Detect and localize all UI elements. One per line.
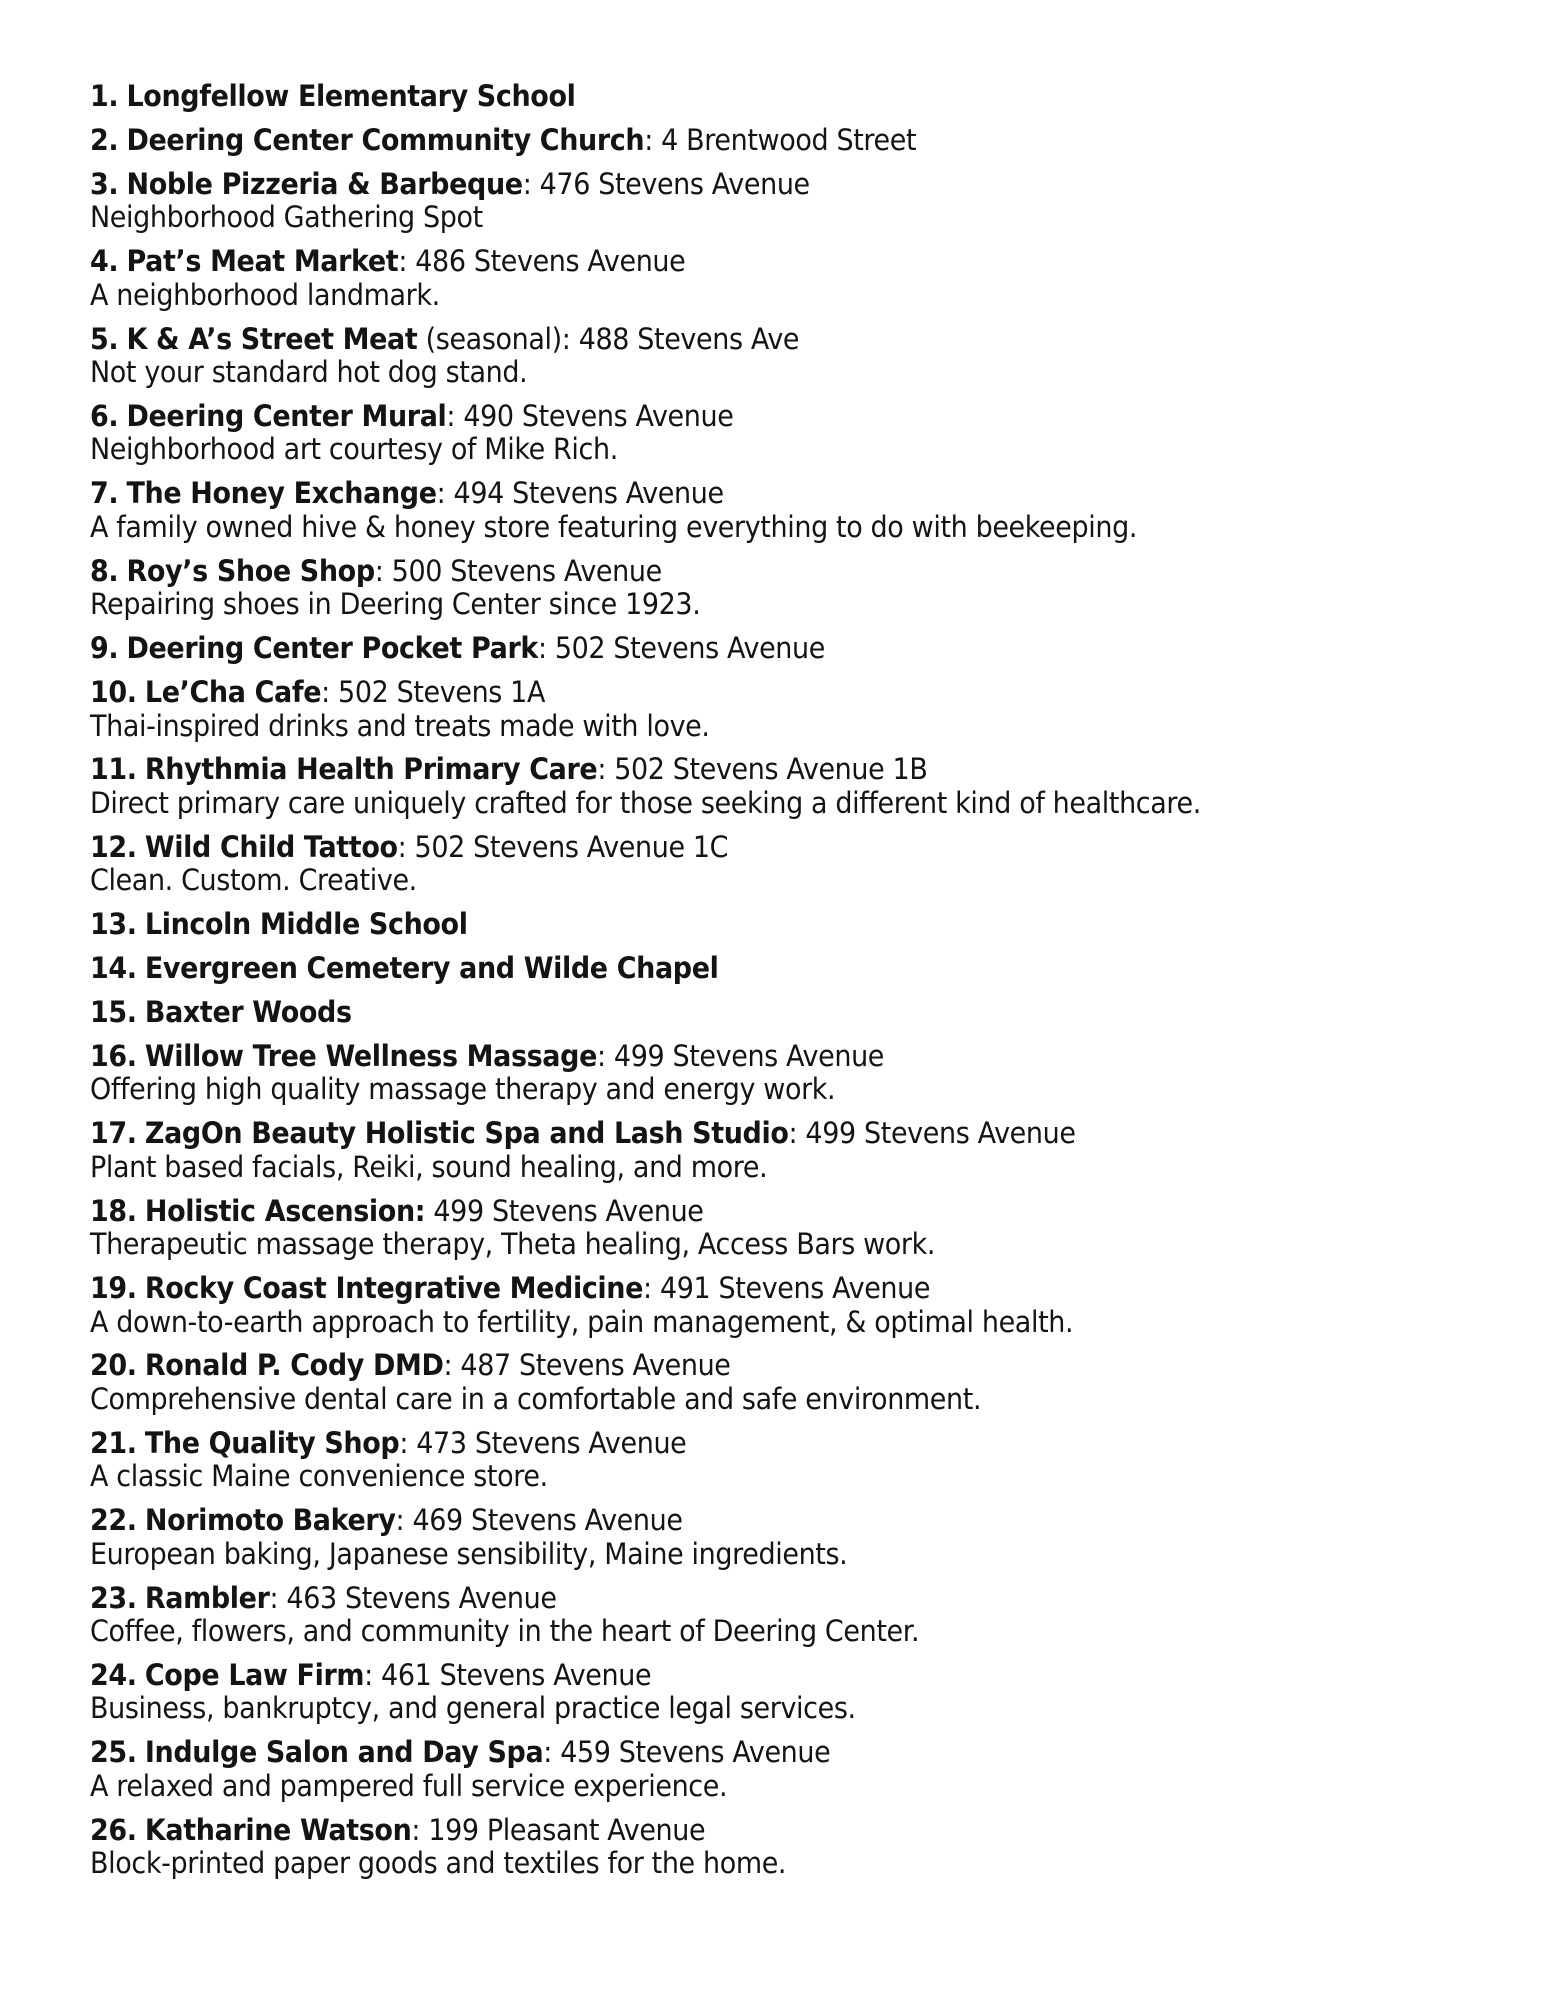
- list-item: [90, 676, 1392, 743]
- item-number: 21.: [90, 1425, 137, 1460]
- item-description: Coffee, flowers, and community in the heart of Deering Center.: [90, 1614, 920, 1649]
- item-address: : 488 Stevens Ave: [561, 321, 800, 356]
- list-item: [90, 477, 1392, 544]
- item-number: 22.: [90, 1503, 137, 1538]
- item-description: Offering high quality massage therapy and energy work.: [90, 1072, 836, 1107]
- list-item: [90, 1040, 1392, 1107]
- item-description: Neighborhood Gathering Spot: [90, 200, 483, 235]
- list-item: [90, 400, 1392, 467]
- item-address: : 473 Stevens Avenue: [399, 1425, 687, 1460]
- list-item: [90, 1427, 1392, 1494]
- list-item: [90, 831, 1392, 898]
- item-number: 3.: [90, 166, 119, 201]
- item-description: Plant based facials, Reiki, sound healing, and more.: [90, 1149, 768, 1184]
- item-description: A classic Maine convenience store.: [90, 1459, 548, 1494]
- item-description: Direct primary care uniquely crafted for those seeking a different kind of healthcare.: [90, 785, 1201, 820]
- item-address: : 490 Stevens Avenue: [446, 398, 734, 433]
- item-description: Therapeutic massage therapy, Theta healing, Access Bars work.: [90, 1227, 936, 1262]
- list-item: [90, 1659, 1392, 1726]
- item-address: : 461 Stevens Avenue: [364, 1657, 652, 1692]
- list-item: [90, 124, 1392, 158]
- item-number: 1.: [90, 79, 119, 113]
- item-name: Noble Pizzeria & Barbeque: [126, 166, 523, 201]
- item-number: 24.: [90, 1657, 137, 1692]
- item-address: : 491 Stevens Avenue: [643, 1271, 931, 1306]
- item-number: 20.: [90, 1348, 137, 1383]
- item-number: 14.: [90, 951, 137, 986]
- item-description: Block-printed paper goods and textiles for the home.: [90, 1846, 787, 1881]
- item-description: Business, bankruptcy, and general practice legal services.: [90, 1691, 856, 1726]
- list-item: [90, 1349, 1392, 1416]
- item-description: Not your standard hot dog stand.: [90, 355, 528, 390]
- item-name: Pat’s Meat Market: [126, 244, 399, 279]
- item-name: Baxter Woods: [144, 994, 352, 1029]
- list-item: [90, 952, 1392, 986]
- list-item: [90, 1814, 1392, 1881]
- item-number: 15.: [90, 994, 137, 1029]
- list-item: [90, 1736, 1392, 1803]
- item-number: 6.: [90, 398, 119, 433]
- item-name: Katharine Watson: [144, 1812, 412, 1847]
- item-address: : 4 Brentwood Street: [644, 122, 917, 157]
- item-number: 17.: [90, 1116, 137, 1151]
- item-address: : 502 Stevens 1A: [321, 675, 546, 710]
- item-address: 499 Stevens Avenue: [425, 1193, 704, 1228]
- item-address: : 499 Stevens Avenue: [788, 1116, 1076, 1151]
- item-name: Rhythmia Health Primary Care: [144, 752, 598, 787]
- item-number: 10.: [90, 675, 137, 710]
- item-number: 9.: [90, 631, 119, 666]
- item-number: 18.: [90, 1193, 137, 1228]
- item-address: : 486 Stevens Avenue: [398, 244, 686, 279]
- item-address: : 463 Stevens Avenue: [269, 1580, 557, 1615]
- item-name: Rambler: [144, 1580, 270, 1615]
- item-number: 25.: [90, 1735, 137, 1770]
- item-number: 23.: [90, 1580, 137, 1615]
- list-item: [90, 555, 1392, 622]
- item-address: : 494 Stevens Avenue: [436, 476, 724, 511]
- item-number: 16.: [90, 1038, 137, 1073]
- item-name: Deering Center Pocket Park: [126, 631, 538, 666]
- item-address: : 502 Stevens Avenue 1C: [397, 829, 729, 864]
- item-description: Thai-inspired drinks and treats made with love.: [90, 708, 710, 743]
- list-item: [90, 245, 1392, 312]
- list-item: [90, 80, 1392, 114]
- item-address: : 502 Stevens Avenue 1B: [597, 752, 928, 787]
- item-address: : 487 Stevens Avenue: [443, 1348, 731, 1383]
- item-name: Norimoto Bakery: [144, 1503, 396, 1538]
- item-description: A down-to-earth approach to fertility, pain management, & optimal health.: [90, 1304, 1074, 1339]
- item-name: Lincoln Middle School: [144, 907, 468, 942]
- item-description: Comprehensive dental care in a comfortable and safe environment.: [90, 1381, 982, 1416]
- item-name: Rocky Coast Integrative Medicine: [144, 1271, 644, 1306]
- item-description: A relaxed and pampered full service experience.: [90, 1768, 728, 1803]
- item-number: 4.: [90, 244, 119, 279]
- list-item: [90, 908, 1392, 942]
- list-item: [90, 1582, 1392, 1649]
- item-name: Longfellow Elementary School: [126, 79, 576, 113]
- item-address: : 459 Stevens Avenue: [543, 1735, 831, 1770]
- item-description: A neighborhood landmark.: [90, 277, 440, 312]
- item-name: The Quality Shop: [144, 1425, 400, 1460]
- item-description: European baking, Japanese sensibility, Maine ingredients.: [90, 1536, 848, 1571]
- item-description: Repairing shoes in Deering Center since 1923.: [90, 587, 701, 622]
- list-item: [90, 168, 1392, 235]
- item-address: : 502 Stevens Avenue: [537, 631, 825, 666]
- item-number: 11.: [90, 752, 137, 787]
- item-name: ZagOn Beauty Holistic Spa and Lash Studio: [144, 1116, 789, 1151]
- item-number: 2.: [90, 122, 119, 157]
- list-item: [90, 323, 1392, 390]
- item-description: Neighborhood art courtesy of Mike Rich.: [90, 432, 618, 467]
- item-address: : 500 Stevens Avenue: [374, 553, 662, 588]
- item-number: 7.: [90, 476, 119, 511]
- item-number: 19.: [90, 1271, 137, 1306]
- business-directory-list: [90, 80, 1490, 1891]
- item-name: Wild Child Tattoo: [144, 829, 398, 864]
- item-number: 26.: [90, 1812, 137, 1847]
- item-number: 12.: [90, 829, 137, 864]
- item-name: Cope Law Firm: [144, 1657, 365, 1692]
- item-name: Indulge Salon and Day Spa: [144, 1735, 544, 1770]
- item-name: Roy’s Shoe Shop: [126, 553, 375, 588]
- item-name: Deering Center Mural: [126, 398, 447, 433]
- item-address: : 499 Stevens Avenue: [596, 1038, 885, 1073]
- item-name: Willow Tree Wellness Massage: [144, 1038, 597, 1073]
- list-item: [90, 1117, 1392, 1184]
- item-name: Holistic Ascension:: [144, 1193, 426, 1228]
- item-note: (seasonal): [417, 321, 562, 356]
- item-address: : 469 Stevens Avenue: [395, 1503, 683, 1538]
- item-address: : 199 Pleasant Avenue: [411, 1812, 706, 1847]
- list-item: [90, 753, 1392, 820]
- item-description: Clean. Custom. Creative.: [90, 863, 417, 898]
- list-item: [90, 1272, 1392, 1339]
- item-name: The Honey Exchange: [126, 476, 437, 511]
- item-name: Le’Cha Cafe: [144, 675, 322, 710]
- list-item: [90, 996, 1392, 1030]
- item-number: 5.: [90, 321, 119, 356]
- item-name: K & A’s Street Meat: [126, 321, 418, 356]
- item-description: A family owned hive & honey store featuring everything to do with beekeeping.: [90, 509, 1138, 544]
- item-number: 8.: [90, 553, 119, 588]
- item-name: Evergreen Cemetery and Wilde Chapel: [144, 951, 719, 986]
- item-name: Ronald P. Cody DMD: [144, 1348, 444, 1383]
- item-number: 13.: [90, 907, 137, 942]
- list-item: [90, 1195, 1392, 1262]
- list-item: [90, 1504, 1392, 1571]
- item-address: : 476 Stevens Avenue: [522, 166, 810, 201]
- list-item: [90, 632, 1392, 666]
- item-name: Deering Center Community Church: [126, 122, 645, 157]
